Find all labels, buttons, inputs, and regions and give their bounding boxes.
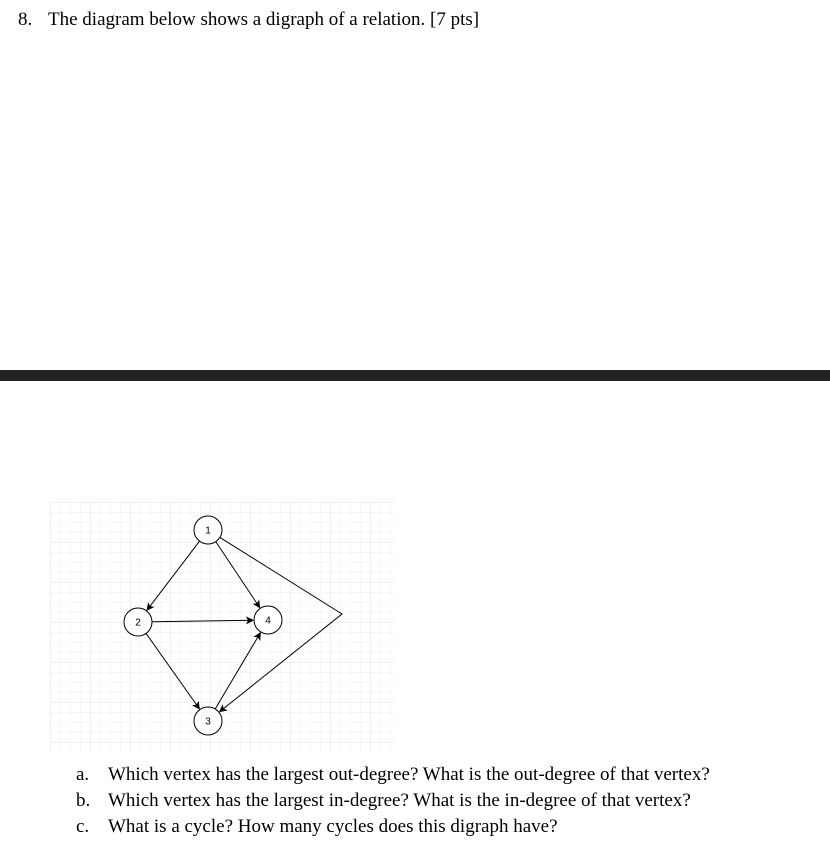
node-label-1: 1 (205, 525, 211, 537)
divider-bar (0, 370, 830, 381)
sub-question-list (76, 762, 710, 840)
node-label-3: 3 (205, 716, 211, 728)
question-text: The diagram below shows a digraph of a relation. [7 pts] (48, 9, 480, 30)
node-label-2: 2 (135, 617, 141, 629)
sub-question-a: a. Which vertex has the largest out-degree? What is the out-degree of that vertex? (76, 764, 710, 785)
sub-question-b: b. Which vertex has the largest in-degree? What is the in-degree of that vertex? (76, 790, 691, 811)
grid-background (50, 502, 394, 752)
sub-question-c: c. What is a cycle? How many cycles does this digraph have? (76, 816, 558, 837)
node-label-4: 4 (265, 615, 271, 627)
question-number: 8. (18, 9, 33, 30)
question-title (18, 8, 479, 32)
digraph-diagram (50, 502, 394, 752)
